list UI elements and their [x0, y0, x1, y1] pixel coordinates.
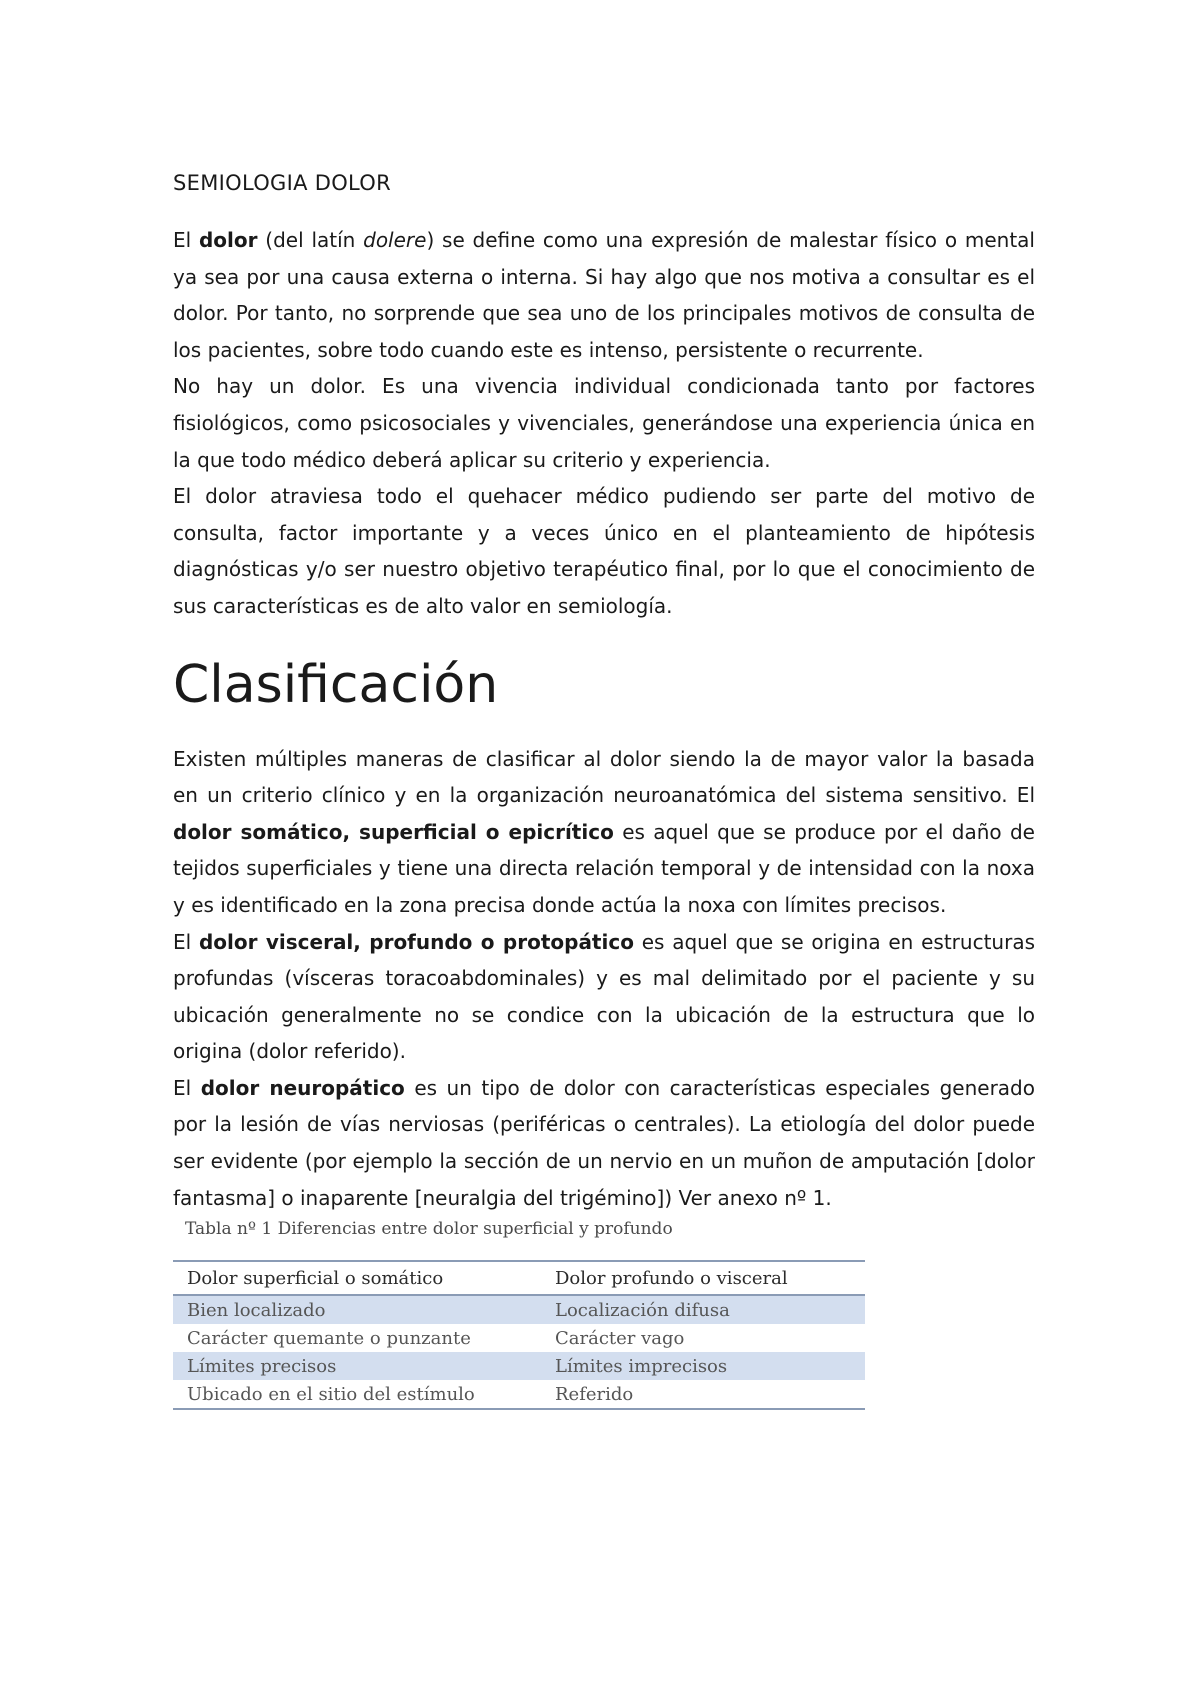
table-cell: Referido	[541, 1380, 865, 1409]
term-dolor: dolor	[198, 228, 258, 252]
table-header-cell: Dolor profundo o visceral	[541, 1261, 865, 1295]
intro-paragraph-3: El dolor atraviesa todo el quehacer médico pudiendo ser parte del motivo de consulta, factor importante y a veces único en el planteamiento de hipótesis diagnósticas y/o ser nuestro objetivo terapéutico final, por lo que el conocimiento de sus características es de alto valor en semiología.	[173, 484, 1035, 618]
table-cell: Carácter quemante o punzante	[187, 1327, 471, 1349]
section-heading-clasificacion: Clasificación	[173, 654, 499, 715]
table-row	[173, 1352, 865, 1380]
table-row	[173, 1324, 865, 1352]
table-cell: Carácter vago	[555, 1327, 685, 1349]
term-dolere: dolere	[363, 228, 427, 252]
table-header-cell: Dolor superficial o somático	[173, 1261, 541, 1295]
term-dolor-visceral: dolor visceral, profundo o protopático	[198, 929, 634, 954]
clasificacion-paragraph-2: El dolor visceral, profundo o protopático es aquel que se origina en estructuras profundas (vísceras toracoabdominales) y es mal delimitado por el paciente y su ubicación generalmente no se condice con la ubicación de la estructura que lo origina (dolor referido).	[173, 929, 1035, 1064]
term-dolor-neuropatico: dolor neuropático	[200, 1075, 405, 1100]
clasificacion-paragraph-3: El dolor neuropático es un tipo de dolor con características especiales generado por la lesión de vías nerviosas (periféricas o centrales). La etiología del dolor puede ser evidente (por ejemplo la sección de un nervio en un muñon de amputación [dolor fantasma] o inaparente [neuralgia del trigémino]) Ver anexo nº 1.	[173, 1075, 1035, 1210]
table-cell: Bien localizado	[173, 1295, 541, 1324]
differences-table	[173, 1260, 865, 1410]
term-dolor-somatico: dolor somático, superficial o epicrítico	[173, 819, 614, 844]
table-cell: Límites precisos	[173, 1352, 541, 1380]
clasificacion-paragraph-1: Existen múltiples maneras de clasificar al dolor siendo la de mayor valor la basada en un criterio clínico y en la organización neuroanatómica del sistema sensitivo. El dolor somático, superficial o epicrítico es aquel que se produce por el daño de tejidos superficiales y tiene una directa relación temporal y de intensidad con la noxa y es identificado en la zona precisa donde actúa la noxa con límites precisos.	[173, 746, 1035, 917]
table-caption: Tabla nº 1 Diferencias entre dolor superficial y profundo	[185, 1219, 673, 1240]
table-cell: Ubicado en el sitio del estímulo	[173, 1380, 541, 1409]
intro-paragraph-2: No hay un dolor. Es una vivencia individual condicionada tanto por factores fisiológicos, como psicosociales y vivenciales, generándose una experiencia única en la que todo médico deberá aplicar su criterio y experiencia.	[173, 374, 1035, 472]
table-figure	[173, 1218, 865, 1410]
document-title: SEMIOLOGIA DOLOR	[173, 171, 391, 195]
table-cell: Límites imprecisos	[541, 1352, 865, 1380]
intro-paragraph-1: El dolor (del latín dolere) se define como una expresión de malestar físico o mental ya sea por una causa externa o interna. Si hay algo que nos motiva a consultar es el dolor. Por tanto, no sorprende que sea uno de los principales motivos de consulta de los pacientes, sobre todo cuando este es intenso, persistente o recurrente.	[173, 228, 1035, 362]
table-header-row	[173, 1261, 865, 1295]
table-row	[173, 1380, 865, 1409]
table-cell: Localización difusa	[541, 1295, 865, 1324]
document-body	[173, 168, 1035, 1410]
table-row	[173, 1295, 865, 1324]
